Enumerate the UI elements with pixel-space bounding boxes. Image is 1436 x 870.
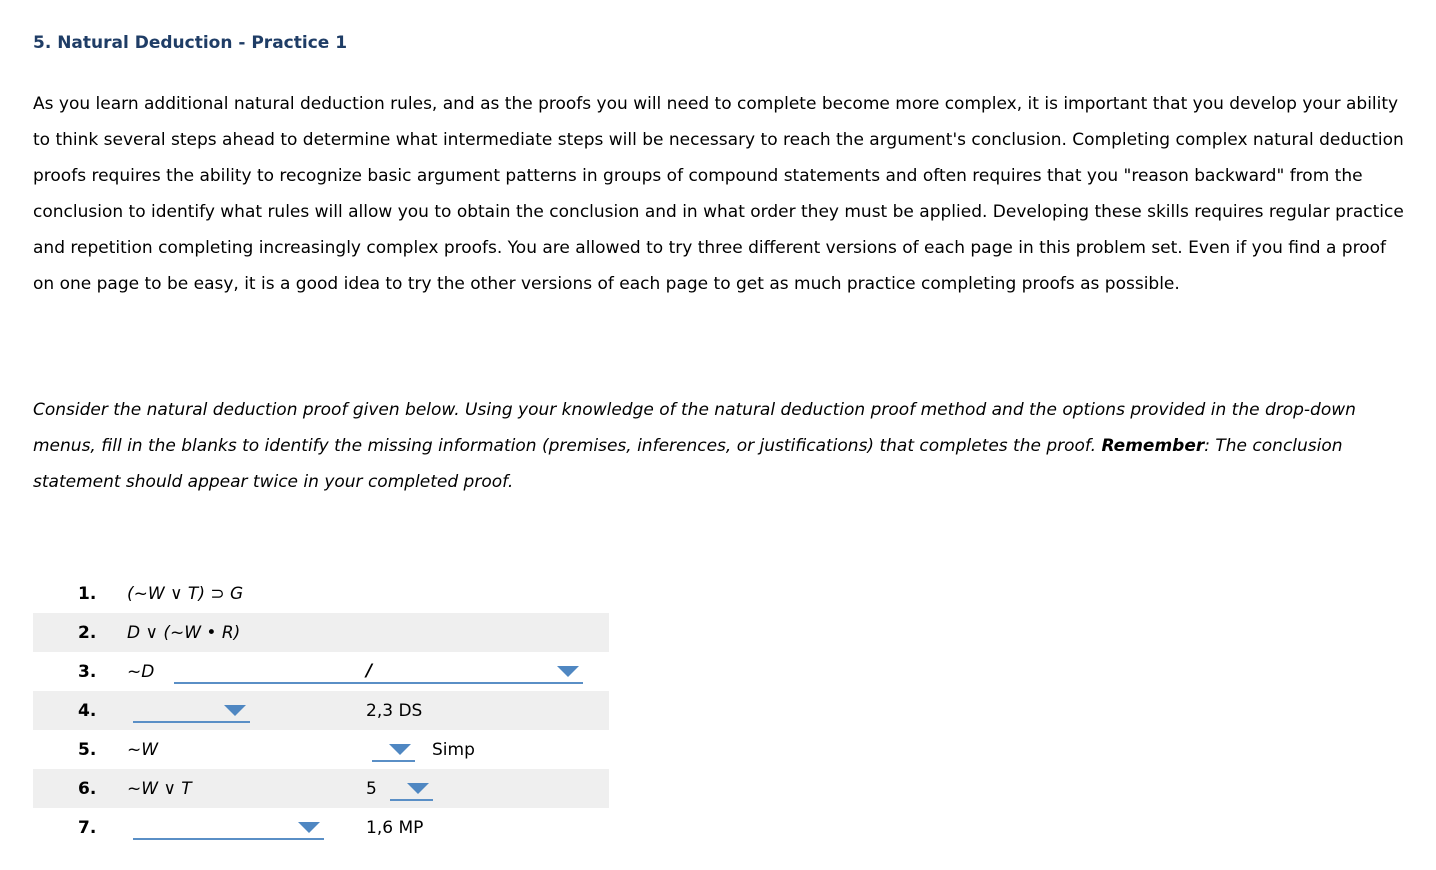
line-number: 4. <box>78 701 97 721</box>
line-number: 2. <box>78 623 97 643</box>
proof-line-7 <box>33 808 609 847</box>
line-number: 6. <box>78 779 97 799</box>
instructions-remember: Remember <box>1101 436 1205 456</box>
line-number: 5. <box>78 740 97 760</box>
chevron-down-icon <box>407 783 429 794</box>
conclusion-dropdown[interactable] <box>174 660 583 684</box>
premise-statement: D ∨ (~W • R) <box>127 623 241 643</box>
line-number: 3. <box>78 662 97 682</box>
proof-table <box>33 574 609 847</box>
proof-line-3 <box>33 652 609 691</box>
premise-statement: (~W ∨ T) ⊃ G <box>127 584 244 604</box>
chevron-down-icon <box>557 666 579 677</box>
line-number: 1. <box>78 584 97 604</box>
proof-line-1 <box>33 574 609 613</box>
justification-line-ref: 5 <box>366 779 377 799</box>
conclusion-separator: / <box>366 661 373 681</box>
rule-label: Simp <box>432 740 475 760</box>
instructions-paragraph <box>33 392 1408 500</box>
proof-line-2 <box>33 613 609 652</box>
statement: ~W ∨ T <box>127 779 192 799</box>
justification: 2,3 DS <box>366 701 423 721</box>
premise-statement: ~D <box>127 662 155 682</box>
chevron-down-icon <box>224 705 246 716</box>
chevron-down-icon <box>298 822 320 833</box>
rule-dropdown-line-6[interactable] <box>390 777 433 801</box>
page-title: 5. Natural Deduction - Practice 1 <box>33 33 348 53</box>
proof-line-4 <box>33 691 609 730</box>
line-number: 7. <box>78 818 97 838</box>
instructions-text-2: : The conclusion statement should appear twice in your completed proof. <box>33 436 1343 492</box>
intro-paragraph: As you learn additional natural deduction rules, and as the proofs you will need to complete become more complex, it is important that you develop your ability to think several steps ahead to determine what intermediate steps will be necessary to reach the argument's conclusion. Completing complex natural deduction proofs requires the ability to recognize basic argument patterns in groups of compound statements and often requires that you "reason backward" from the conclusion to identify what rules will allow you to obtain the conclusion and in what order they must be applied. Developing these skills requires regular practice and repetition completing increasingly complex proofs. You are allowed to try three different versions of each page in this problem set. Even if you find a proof on one page to be easy, it is a good idea to try the other versions of each page to get as much practice completing proofs as possible. <box>33 94 1404 294</box>
line-reference-dropdown-line-5[interactable] <box>372 738 415 762</box>
instructions-text-1: Consider the natural deduction proof given below. Using your knowledge of the natural deduction proof method and the options provided in the drop-down menus, fill in the blanks to identify the missing information (premises, inferences, or justifications) that completes the proof. <box>33 400 1356 456</box>
statement-dropdown-line-7[interactable] <box>133 816 324 840</box>
statement: ~W <box>127 740 159 760</box>
chevron-down-icon <box>389 744 411 755</box>
justification: 1,6 MP <box>366 818 424 838</box>
statement-dropdown-line-4[interactable] <box>133 699 250 723</box>
proof-line-5 <box>33 730 609 769</box>
proof-line-6 <box>33 769 609 808</box>
